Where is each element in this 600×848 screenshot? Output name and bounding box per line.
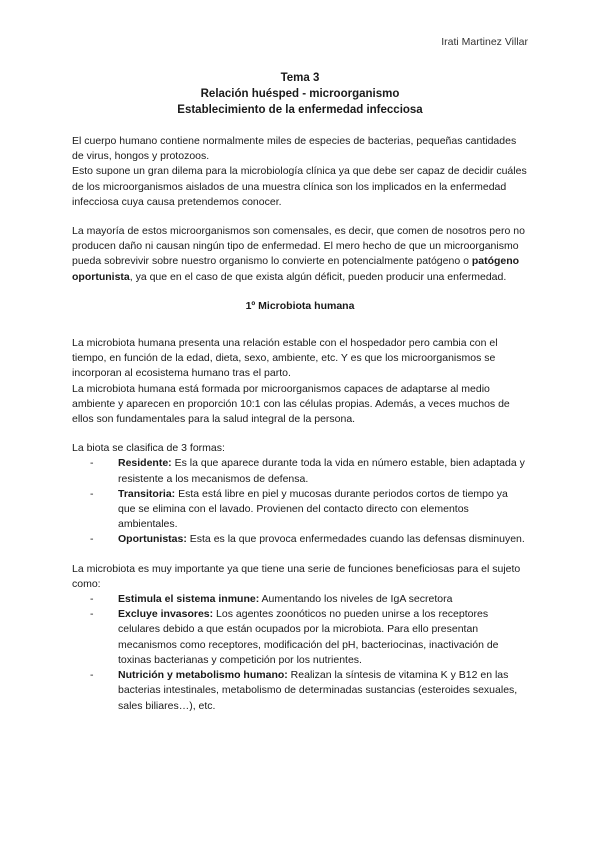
list-item xyxy=(72,592,528,607)
list-item-term: Nutrición y metabolismo humano: xyxy=(118,669,288,682)
list-item xyxy=(72,456,528,486)
intro-paragraph-2: Esto supone un gran dilema para la microbiología clínica ya que debe ser capaz de decidir cuáles de los microorganismos aislados de una muestra clínica son los implicados en la enfermedad infecciosa cuya causa pretendemos conocer. xyxy=(72,165,527,208)
section-heading: 1º Microbiota humana xyxy=(245,299,355,312)
biota-types-list xyxy=(72,456,528,547)
author-name: Irati Martinez Villar xyxy=(441,36,528,48)
list-item xyxy=(72,668,528,714)
functions-list xyxy=(72,592,528,714)
list-item xyxy=(72,532,528,547)
topic-title: Relación huésped - microorganismo xyxy=(200,88,400,100)
bullet-dash: - xyxy=(90,608,94,621)
intro-p3-bold-term: patógeno oportunista xyxy=(72,255,520,283)
section-paragraph-2: La microbiota humana está formada por microorganismos capaces de adaptarse al medio ambiente y aparecen en proporción 10:1 con las células propias. Además, a veces muchos de ellos son fundamentales para la salud integral de la persona. xyxy=(72,382,510,426)
intro-p3-text-end: , ya que en el caso de que exista algún déficit, pueden producir una enfermedad. xyxy=(129,270,507,283)
list-item-text: Aumentando los niveles de IgA secretora xyxy=(259,593,453,606)
bullet-dash: - xyxy=(90,669,94,682)
list-item-term: Oportunistas: xyxy=(118,533,187,546)
list-item-text: Realizan la síntesis de vitamina K y B12 en las bacterias intestinales, metabolismo de determinadas sustancias (esteroides sexuales, sales biliares…), etc. xyxy=(118,669,518,712)
list-item-text: Es la que aparece durante toda la vida en número estable, bien adaptada y resistente a los mecanismos de defensa. xyxy=(118,457,525,485)
bullet-dash: - xyxy=(90,593,94,606)
topic-subtitle: Establecimiento de la enfermedad infecciosa xyxy=(177,104,423,116)
bullet-dash: - xyxy=(90,533,94,546)
biota-intro: La biota se clasifica de 3 formas: xyxy=(72,442,225,455)
topic-number: Tema 3 xyxy=(280,72,320,84)
list-item-text: Los agentes zoonóticos no pueden unirse a los receptores celulares debido a que están ocupados por la microbiota. Para ello presentan mecanismos como receptores, modificación del pH, bacteriocinas, inactivación de toxinas bacterianas y competición por los nutrientes. xyxy=(118,608,499,666)
list-item xyxy=(72,487,528,533)
functions-intro: La microbiota es muy importante ya que tiene una serie de funciones beneficiosas para el sujeto como: xyxy=(72,562,521,590)
list-item-term: Estimula el sistema inmune: xyxy=(118,593,260,606)
intro-p3-text: La mayoría de estos microorganismos son comensales, es decir, que comen de nosotros pero no producen daño ni causan ningún tipo de enfermedad. El mero hecho de que un microorganismo pueda sobrevivir sobre nuestro organismo lo convierte en potencialmente patógeno o xyxy=(72,225,525,268)
list-item-term: Residente: xyxy=(118,457,172,470)
list-item-term: Excluye invasores: xyxy=(118,608,214,621)
document-title-block xyxy=(72,70,528,118)
document-body xyxy=(72,134,528,714)
section-paragraph-1: La microbiota humana presenta una relación estable con el hospedador pero cambia con el tiempo, en función de la edad, dieta, sexo, ambiente, etc. Y es que los microorganismos se incorporan al ecosistema humano tras el parto. xyxy=(72,337,498,380)
bullet-dash: - xyxy=(90,487,94,500)
intro-paragraph-1: El cuerpo humano contiene normalmente miles de especies de bacterias, pequeñas cantidades de virus, hongos y protozoos. xyxy=(72,135,517,163)
list-item-text: Esta está libre en piel y mucosas durante periodos cortos de tiempo ya que se elimina con el lavado. Provienen del contacto directo con elementos ambientales. xyxy=(118,487,508,531)
list-item-text: Esta es la que provoca enfermedades cuando las defensas disminuyen. xyxy=(186,533,525,546)
list-item xyxy=(72,607,528,668)
list-item-term: Transitoria: xyxy=(118,487,176,500)
intro-paragraph-3 xyxy=(72,224,528,285)
bullet-dash: - xyxy=(90,457,94,470)
